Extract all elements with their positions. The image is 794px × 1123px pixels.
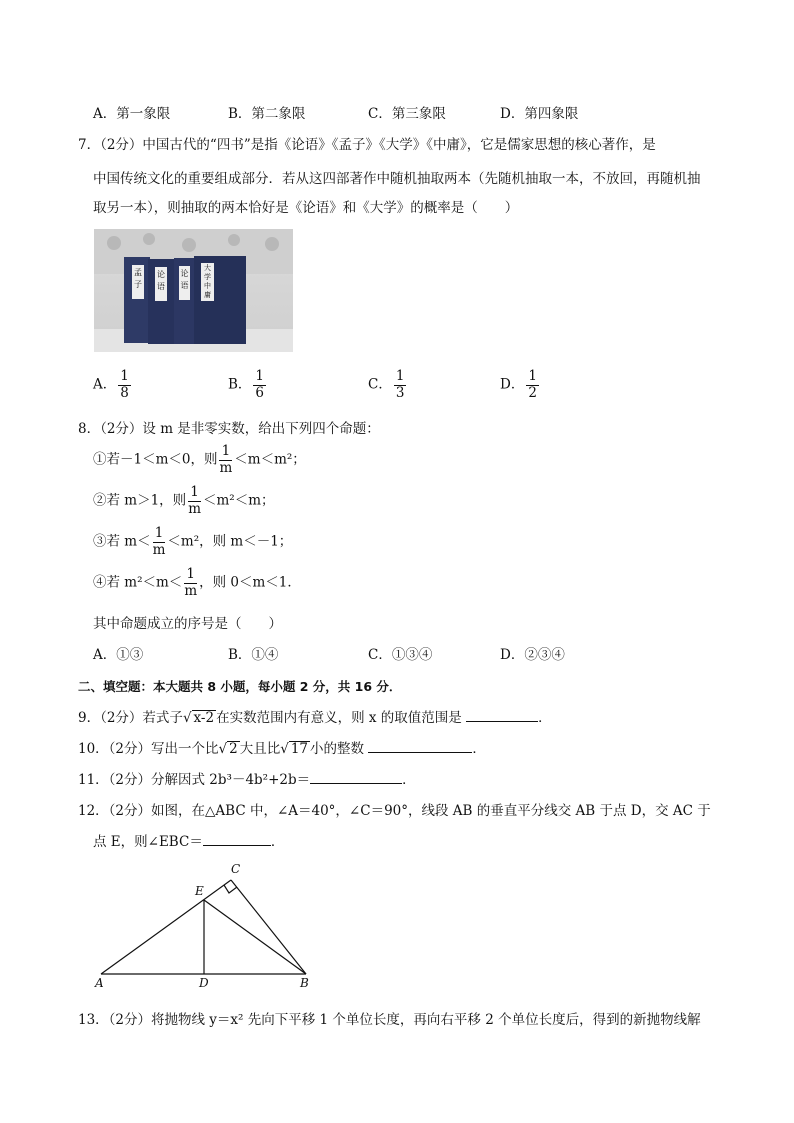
segment-ac: [101, 880, 231, 974]
q11-answer-blank[interactable]: [310, 771, 402, 784]
q9-answer-blank[interactable]: [466, 709, 538, 722]
label-d: D: [199, 976, 209, 990]
right-angle-mark: [224, 885, 237, 893]
q13-line1: 13．（2分）将抛物线 y＝x² 先向下平移 1 个单位长度，再向右平移 2 个单位长度后，得到的新抛物线解: [78, 1012, 701, 1028]
q8-proposition-2: ②若 m＞1，则 $\frac{1}{m}$ ＜m²＜m；: [93, 484, 275, 517]
q6-option-b: B．第二象限: [228, 106, 306, 122]
q10: 10．（2分）写出一个比√ 2 大且比√ 17 小的整数 ．: [78, 741, 486, 757]
q8-option-c: C．①③④: [368, 647, 433, 663]
q8-proposition-4: ④若 m²＜m＜ $\frac{1}{m}$ ，则 0＜m＜1．: [93, 566, 301, 599]
q11: 11．（2分）分解因式 2b³－4b²+2b＝ ．: [78, 772, 416, 788]
q12-line1: 12．（2分）如图，在△ABC 中，∠A＝40°，∠C＝90°，线段 AB 的垂直平分线交 AB 于点 D，交 AC 于: [78, 803, 711, 819]
book-label-1: 孟子: [134, 268, 142, 289]
q7-option-b: B． $\frac{1}{6}$: [228, 368, 265, 401]
q8-proposition-3: ③若 m＜ $\frac{1}{m}$ ＜m²，则 m＜－1；: [93, 525, 293, 558]
label-b: B: [300, 976, 309, 990]
book-label-3: 论语: [180, 269, 189, 290]
q8-option-d: D．②③④: [500, 647, 565, 663]
q7-option-d: D． $\frac{1}{2}$: [500, 368, 537, 401]
q6-option-c: C．第三象限: [368, 106, 446, 122]
q8-proposition-1: ①若－1＜m＜0，则 $\frac{1}{m}$ ＜m＜m²；: [93, 443, 306, 476]
q7-line3: 取另一本），则抽取的两本恰好是《论语》和《大学》的概率是（ ）: [93, 200, 519, 216]
label-a: A: [95, 976, 104, 990]
four-books-photo: [94, 229, 293, 352]
q7-line2: 中国传统文化的重要组成部分．若从这四部著作中随机抽取两本（先随机抽取一本，不放回，再随机抽: [93, 171, 701, 187]
q8-option-b: B．①④: [228, 647, 279, 663]
q9: 9．（2分）若式子√ x-2 在实数范围内有意义，则 x 的取值范围是 ．: [78, 710, 552, 726]
triangle-figure: [90, 860, 330, 995]
book-label-2: 论语: [157, 270, 165, 291]
book-label-4: 大学中庸: [204, 264, 211, 299]
q7-option-a: A． $\frac{1}{8}$: [93, 368, 129, 401]
label-e: E: [195, 884, 204, 898]
label-c: C: [231, 862, 241, 876]
q7-option-c: C． $\frac{1}{3}$: [368, 368, 405, 401]
q12-line2: 点 E，则∠EBC＝ ．: [93, 834, 285, 850]
q6-option-d: D．第四象限: [500, 106, 579, 122]
q6-option-a: A．第一象限: [93, 106, 171, 122]
q10-answer-blank[interactable]: [368, 740, 472, 753]
q8-ask: 其中命题成立的序号是（ ）: [93, 616, 282, 632]
q12-answer-blank[interactable]: [203, 833, 271, 846]
q8-intro: 8．（2分）设 m 是非零实数，给出下列四个命题：: [78, 421, 380, 437]
q8-option-a: A．①③: [93, 647, 144, 663]
segment-eb: [204, 900, 306, 974]
section-heading-fill-in: 二、填空题：本大题共 8 小题，每小题 2 分，共 16 分．: [78, 679, 402, 694]
segment-cb: [231, 880, 306, 974]
q7-line1: 7．（2分）中国古代的“四书”是指《论语》《孟子》《大学》《中庸》，它是儒家思想的核心著作，是: [78, 137, 656, 153]
books-illustration: [94, 229, 293, 352]
